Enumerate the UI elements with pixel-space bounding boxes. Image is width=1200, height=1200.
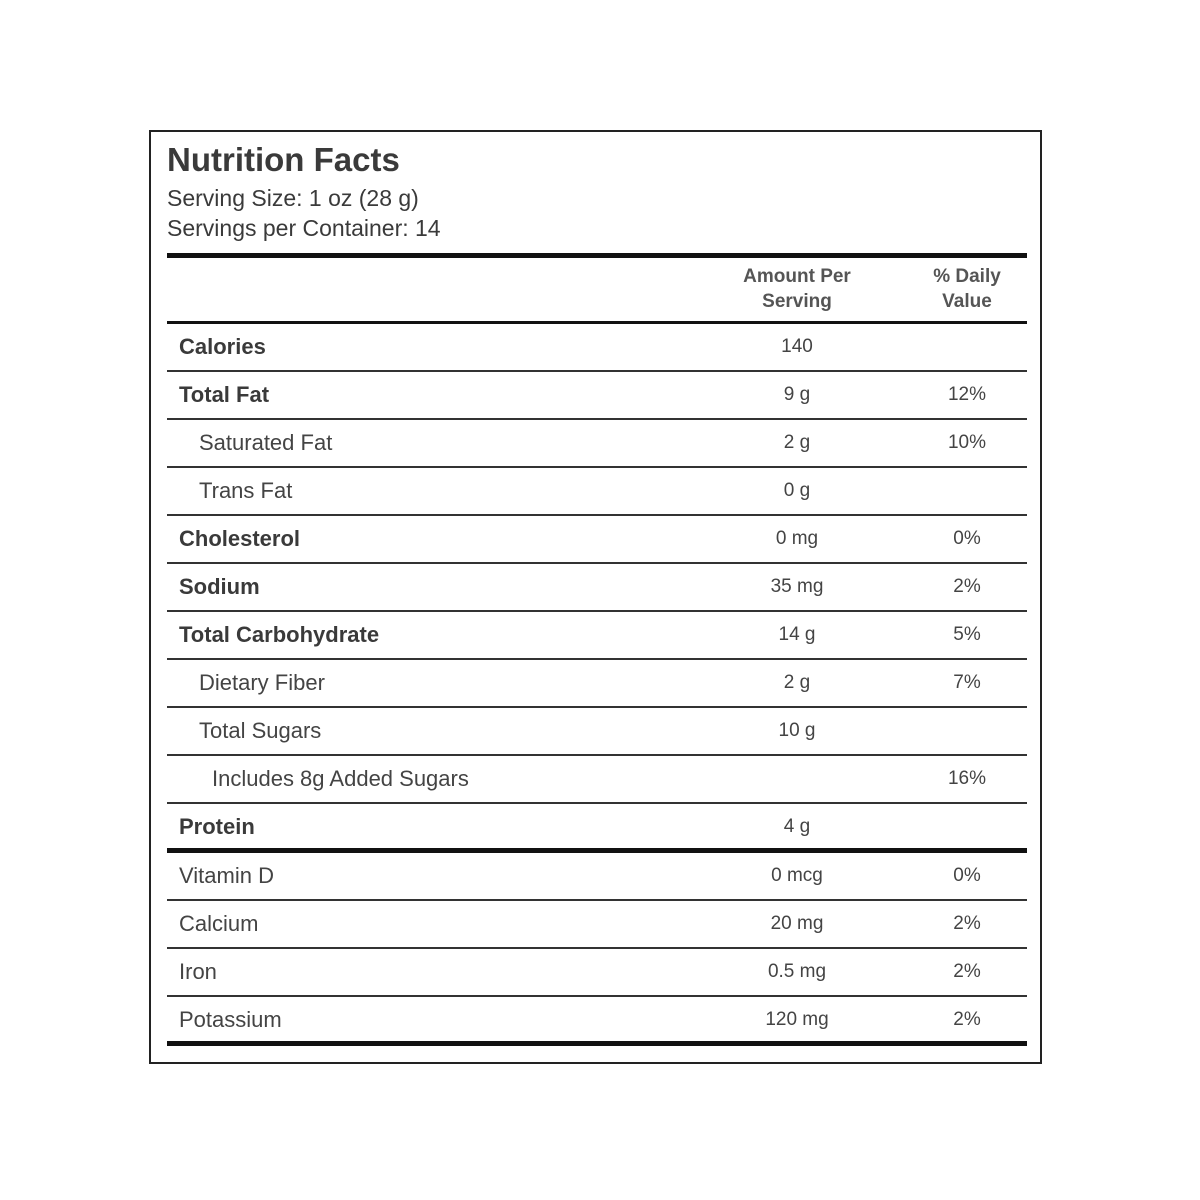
vitamin-name: Vitamin D xyxy=(179,863,274,888)
vitamin-amount: 0.5 mg xyxy=(767,961,827,982)
vitamin-list xyxy=(167,853,1027,1045)
table-row xyxy=(167,756,1027,804)
table-row xyxy=(167,660,1027,708)
nutrient-name: Protein xyxy=(179,814,255,839)
nutrient-amount: 10 g xyxy=(778,720,816,741)
vitamin-daily-value: 0% xyxy=(953,865,981,886)
servings-per-container: Servings per Container: 14 xyxy=(167,215,441,241)
nutrient-daily-value: 5% xyxy=(953,624,981,645)
table-row xyxy=(167,612,1027,660)
thick-divider xyxy=(167,1041,1027,1046)
nutrient-amount: 2 g xyxy=(783,432,811,453)
nutrient-amount: 9 g xyxy=(783,384,811,405)
nutrient-name: Total Fat xyxy=(179,382,270,407)
nutrient-amount: 14 g xyxy=(778,624,816,645)
nutrition-facts-panel xyxy=(149,130,1042,1064)
table-row xyxy=(167,949,1027,997)
table-row xyxy=(167,853,1027,901)
nutrient-daily-value: 2% xyxy=(953,576,981,597)
column-header-row xyxy=(167,258,1027,324)
daily-value-column-header: % Daily Value xyxy=(933,266,1001,312)
vitamin-amount: 120 mg xyxy=(765,1009,829,1030)
nutrient-daily-value: 7% xyxy=(953,672,981,693)
nutrient-daily-value: 16% xyxy=(947,768,987,789)
nutrient-amount: 2 g xyxy=(783,672,811,693)
table-row xyxy=(167,564,1027,612)
vitamin-amount: 0 mcg xyxy=(771,865,823,886)
nutrient-daily-value: 10% xyxy=(947,432,987,453)
table-row xyxy=(167,324,1027,372)
vitamin-name: Iron xyxy=(179,959,217,984)
nutrient-name: Total Sugars xyxy=(199,718,322,743)
vitamin-daily-value: 2% xyxy=(953,961,981,982)
serving-size: Serving Size: 1 oz (28 g) xyxy=(167,185,419,211)
vitamin-amount: 20 mg xyxy=(770,913,824,934)
table-row xyxy=(167,997,1027,1045)
vitamin-daily-value: 2% xyxy=(953,1009,981,1030)
nutrient-daily-value: 12% xyxy=(947,384,987,405)
table-row xyxy=(167,901,1027,949)
nutrient-amount: 35 mg xyxy=(770,576,824,597)
vitamin-daily-value: 2% xyxy=(953,913,981,934)
amount-column-header: Amount Per Serving xyxy=(743,266,851,312)
table-row xyxy=(167,804,1027,850)
nutrient-amount: 0 mg xyxy=(775,528,819,549)
table-row xyxy=(167,420,1027,468)
nutrient-amount: 4 g xyxy=(783,816,811,837)
nutrient-name: Total Carbohydrate xyxy=(179,622,380,647)
label-title: Nutrition Facts xyxy=(167,141,400,178)
nutrient-name: Sodium xyxy=(179,574,260,599)
table-row xyxy=(167,708,1027,756)
nutrient-name: Dietary Fiber xyxy=(199,670,325,695)
nutrient-name: Calories xyxy=(179,334,266,359)
nutrient-daily-value: 0% xyxy=(953,528,981,549)
nutrient-amount: 0 g xyxy=(783,480,811,501)
table-row xyxy=(167,468,1027,516)
vitamin-name: Calcium xyxy=(179,911,259,936)
nutrient-name: Includes 8g Added Sugars xyxy=(212,766,469,791)
table-row xyxy=(167,516,1027,564)
nutrient-name: Cholesterol xyxy=(179,526,301,551)
nutrient-amount: 140 xyxy=(781,336,813,357)
nutrient-name: Trans Fat xyxy=(199,478,293,503)
nutrient-list xyxy=(167,324,1027,850)
table-row xyxy=(167,372,1027,420)
nutrient-name: Saturated Fat xyxy=(199,430,333,455)
vitamin-name: Potassium xyxy=(179,1007,282,1032)
